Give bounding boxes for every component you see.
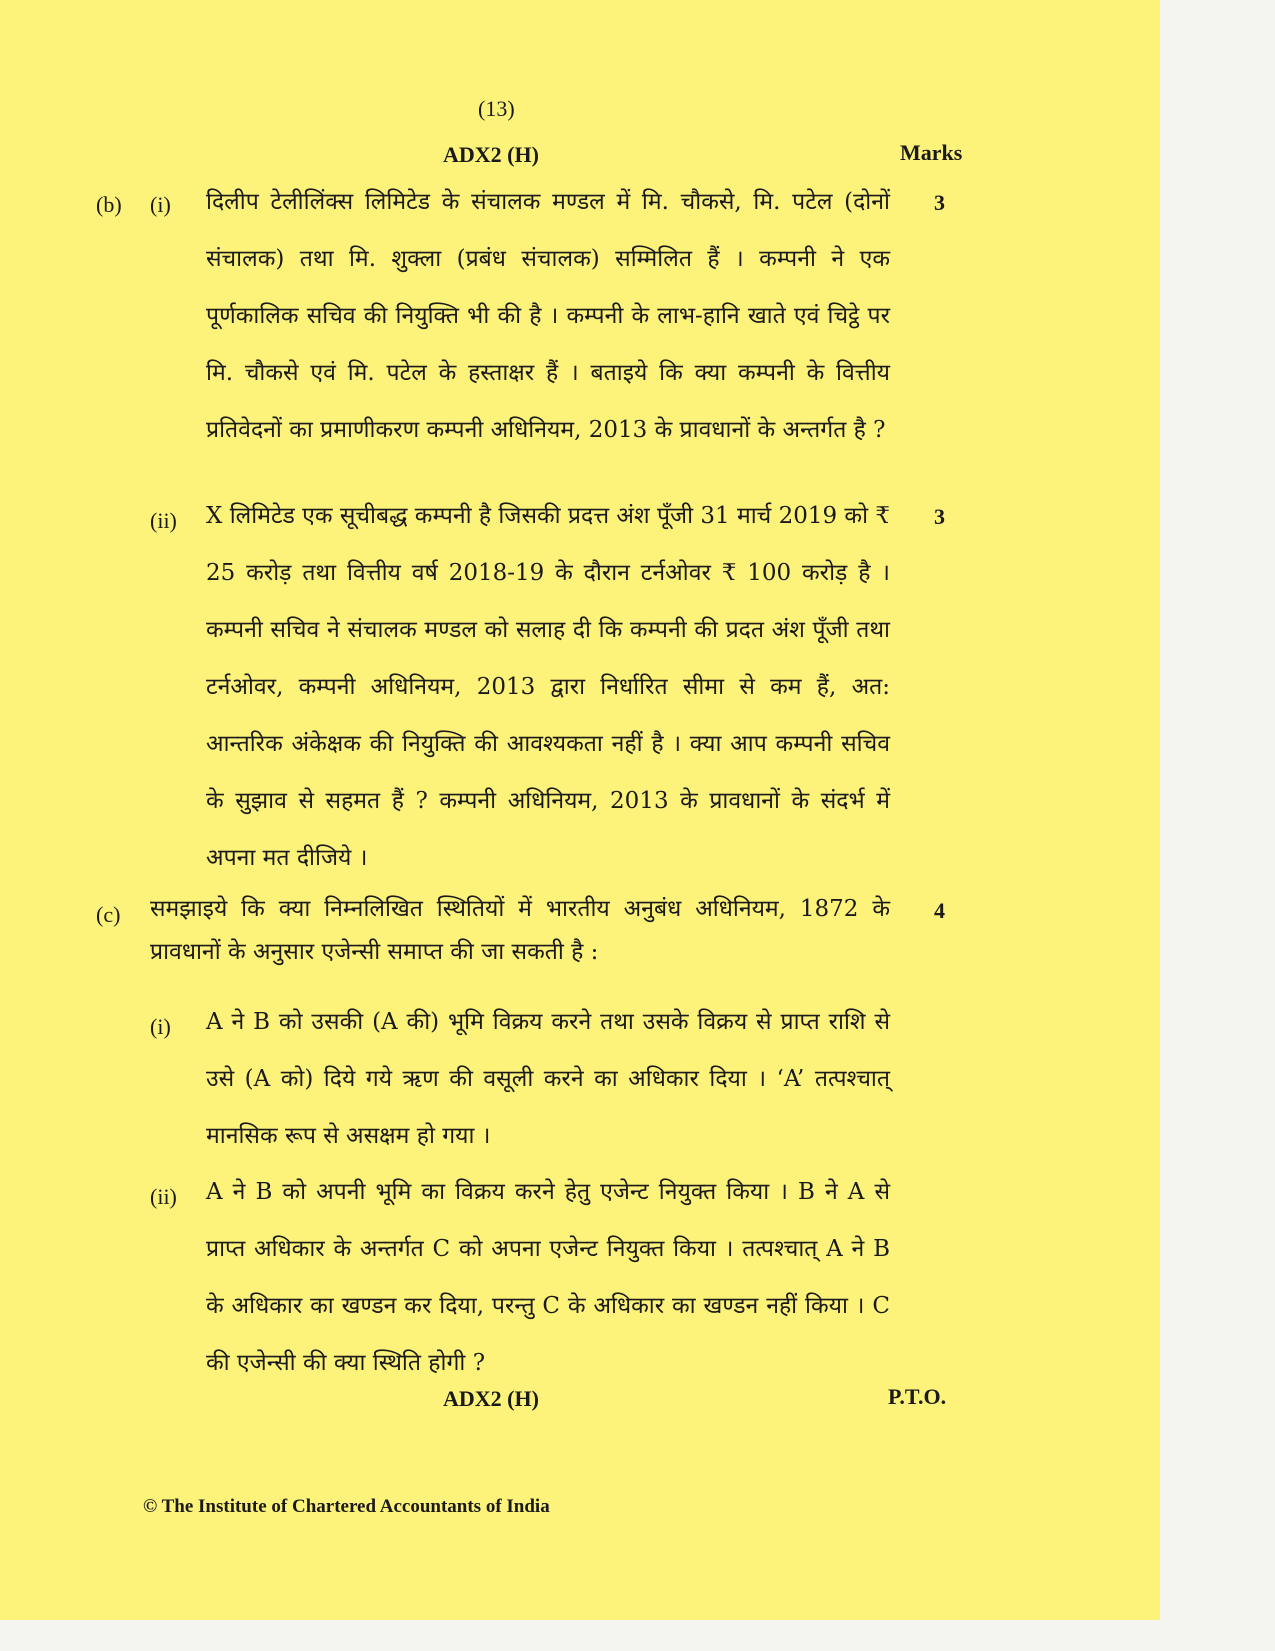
footer-paper-code: ADX2 (H): [443, 1386, 539, 1411]
question-c-ii-label: (ii): [150, 1184, 177, 1209]
question-b-i-marks: 3: [934, 190, 945, 215]
question-b-ii-label: (ii): [150, 508, 177, 533]
question-c-i-label: (i): [150, 1014, 171, 1039]
pto-label: P.T.O.: [888, 1384, 947, 1409]
question-b-label: (b): [96, 192, 122, 217]
copyright-notice: © The Institute of Chartered Accountants of India: [143, 1496, 550, 1517]
question-b-i-label: (i): [150, 192, 171, 217]
question-b-ii-text: X लिमिटेड एक सूचीबद्ध कम्पनी है जिसकी प्रदत्त अंश पूँजी 31 मार्च 2019 को ₹ 25 करोड़ तथा वित्तीय वर्ष 2018-19 के दौरान टर्नओवर ₹ 100 करोड़ है । कम्पनी सचिव ने संचालक मण्डल को सलाह दी कि कम्पनी की प्रदत अंश पूँजी तथा टर्नओवर, कम्पनी अधिनियम, 2013 द्वारा निर्धारित सीमा से कम हैं, अत: आन्तरिक अंकेक्षक की नियुक्ति की आवश्यकता नहीं है । क्या आप कम्पनी सचिव के सुझाव से सहमत हैं ? कम्पनी अधिनियम, 2013 के प्रावधानों के संदर्भ में अपना मत दीजिये ।: [206, 503, 890, 871]
question-c-ii-text: A ने B को अपनी भूमि का विक्रय करने हेतु एजेन्ट नियुक्त किया । B ने A से प्राप्त अधिकार के अन्तर्गत C को अपना एजेन्ट नियुक्त किया । तत्पश्चात् A ने B के अधिकार का खण्डन कर दिया, परन्तु C के अधिकार का खण्डन नहीं किया । C की एजेन्सी की क्या स्थिति होगी ?: [206, 1179, 890, 1376]
paper-code: ADX2 (H): [443, 142, 539, 167]
question-c-i-text: A ने B को उसकी (A की) भूमि विक्रय करने तथा उसके विक्रय से प्राप्त राशि से उसे (A को) दिये गये ऋण की वसूली करने का अधिकार दिया । ‘A’ तत्पश्चात् मानसिक रूप से असक्षम हो गया ।: [206, 1009, 890, 1149]
marks-header: Marks: [900, 140, 963, 165]
question-b-i-text: दिलीप टेलीलिंक्स लिमिटेड के संचालक मण्डल में मि. चौकसे, मि. पटेल (दोनों संचालक) तथा मि. शुक्ला (प्रबंध संचालक) सम्मिलित हैं । कम्पनी ने एक पूर्णकालिक सचिव की नियुक्ति भी की है । कम्पनी के लाभ-हानि खाते एवं चिट्ठे पर मि. चौकसे एवं मि. पटेल के हस्ताक्षर हैं । बताइये कि क्या कम्पनी के वित्तीय प्रतिवेदनों का प्रमाणीकरण कम्पनी अधिनियम, 2013 के प्रावधानों के अन्तर्गत है ?: [206, 189, 890, 443]
question-c-text: समझाइये कि क्या निम्नलिखित स्थितियों में भारतीय अनुबंध अधिनियम, 1872 के प्रावधानों के अनुसार एजेन्सी समाप्त की जा सकती है :: [150, 896, 890, 965]
page-number: (13): [478, 96, 515, 121]
question-c-label: (c): [96, 902, 121, 927]
question-c-marks: 4: [934, 898, 945, 923]
question-b-ii-marks: 3: [934, 504, 945, 529]
